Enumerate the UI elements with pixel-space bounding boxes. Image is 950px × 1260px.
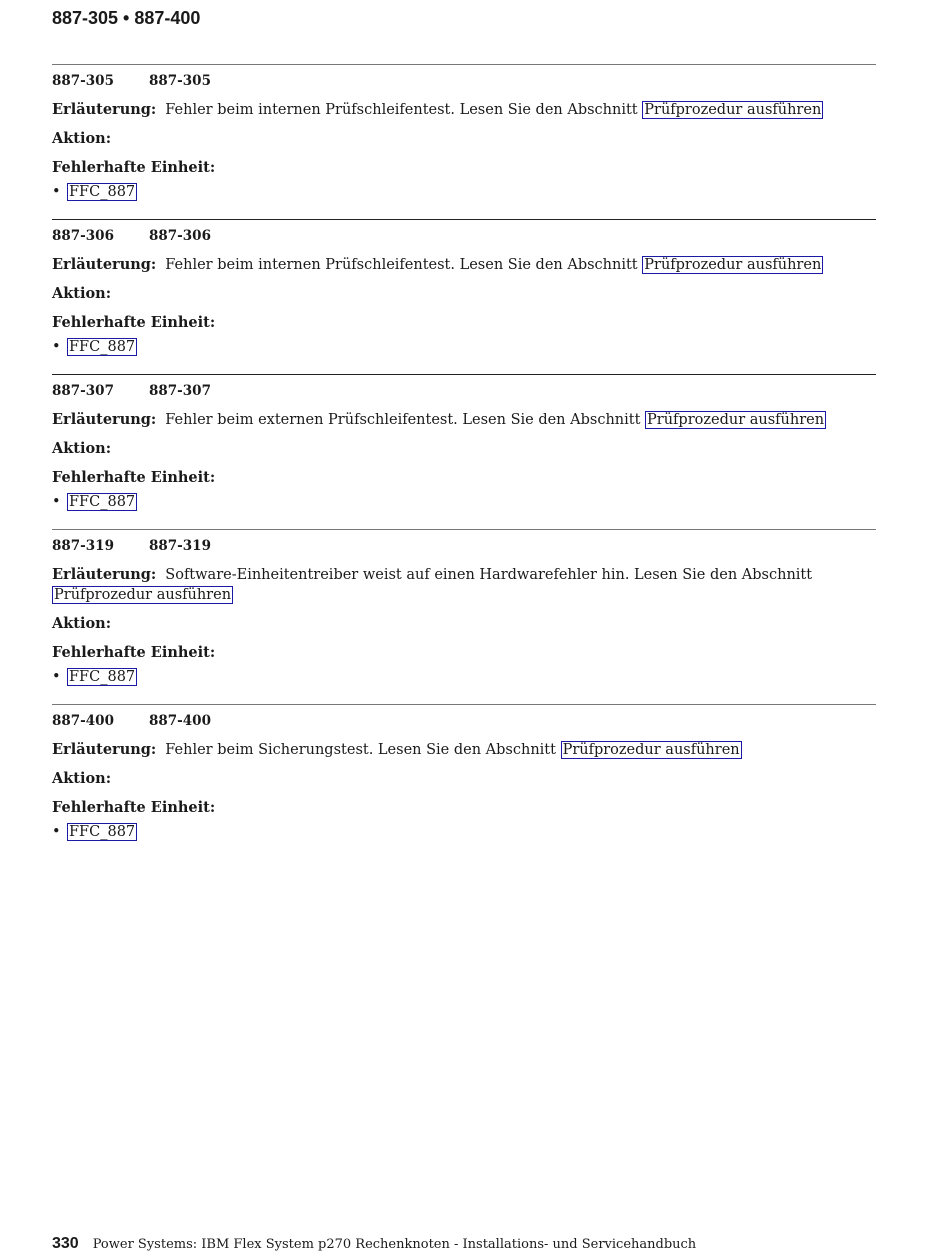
error-code-secondary: 887-306: [149, 228, 211, 244]
error-entry: [52, 64, 876, 219]
explanation-label: Erläuterung:: [52, 411, 157, 428]
unit-link[interactable]: FFC_887: [69, 669, 136, 685]
error-code: 887-305: [52, 73, 114, 89]
action-line: [52, 439, 876, 459]
error-code: 887-319: [52, 538, 114, 554]
failing-unit-list: [52, 666, 876, 688]
failing-unit-line: [52, 643, 876, 663]
failing-unit-line: [52, 798, 876, 818]
error-code-secondary: 887-307: [149, 383, 211, 399]
error-entry: [52, 219, 876, 374]
list-item: [52, 181, 876, 203]
explanation-line: [52, 100, 876, 120]
procedure-link[interactable]: Prüfprozedur ausführen: [647, 412, 825, 428]
failing-unit-label: Fehlerhafte Einheit:: [52, 159, 216, 176]
error-entry: [52, 529, 876, 704]
unit-link[interactable]: FFC_887: [69, 184, 136, 200]
explanation-line: [52, 255, 876, 275]
entry-code-row: [52, 71, 876, 91]
action-label: Aktion:: [52, 130, 112, 147]
error-code: 887-400: [52, 713, 114, 729]
explanation-text: Fehler beim internen Prüfschleifentest. Lesen Sie den Abschnitt: [165, 102, 638, 118]
explanation-label: Erläuterung:: [52, 256, 157, 273]
error-entry: [52, 704, 876, 859]
list-item: [52, 491, 876, 513]
error-code-secondary: 887-319: [149, 538, 211, 554]
bullet-icon: •: [52, 494, 61, 510]
failing-unit-line: [52, 313, 876, 333]
failing-unit-line: [52, 468, 876, 488]
failing-unit-label: Fehlerhafte Einheit:: [52, 799, 216, 816]
failing-unit-label: Fehlerhafte Einheit:: [52, 314, 216, 331]
entry-code-row: [52, 711, 876, 731]
explanation-label: Erläuterung:: [52, 566, 157, 583]
page-number: 330: [52, 1235, 79, 1252]
procedure-link[interactable]: Prüfprozedur ausführen: [644, 257, 822, 273]
unit-link[interactable]: FFC_887: [69, 494, 136, 510]
failing-unit-list: [52, 181, 876, 203]
explanation-text: Fehler beim Sicherungstest. Lesen Sie den Abschnitt: [165, 742, 556, 758]
error-code: 887-306: [52, 228, 114, 244]
failing-unit-list: [52, 336, 876, 358]
failing-unit-line: [52, 158, 876, 178]
list-item: [52, 336, 876, 358]
action-line: [52, 769, 876, 789]
entry-code-row: [52, 226, 876, 246]
explanation-label: Erläuterung:: [52, 741, 157, 758]
error-code-secondary: 887-400: [149, 713, 211, 729]
action-label: Aktion:: [52, 770, 112, 787]
entry-code-row: [52, 381, 876, 401]
explanation-text: Fehler beim externen Prüfschleifentest. Lesen Sie den Abschnitt: [165, 412, 641, 428]
book-title: Power Systems: IBM Flex System p270 Rechenknoten - Installations- und Servicehandbuch: [92, 1237, 697, 1252]
error-code: 887-307: [52, 383, 114, 399]
procedure-link[interactable]: Prüfprozedur ausführen: [562, 742, 740, 758]
unit-link[interactable]: FFC_887: [69, 339, 136, 355]
action-line: [52, 614, 876, 634]
error-code-secondary: 887-305: [149, 73, 211, 89]
unit-link[interactable]: FFC_887: [69, 824, 136, 840]
failing-unit-label: Fehlerhafte Einheit:: [52, 469, 216, 486]
procedure-link[interactable]: Prüfprozedur ausführen: [54, 587, 232, 603]
procedure-link[interactable]: Prüfprozedur ausführen: [644, 102, 822, 118]
error-entry: [52, 374, 876, 529]
failing-unit-list: [52, 821, 876, 843]
bullet-icon: •: [52, 824, 61, 840]
bullet-icon: •: [52, 339, 61, 355]
bullet-icon: •: [52, 184, 61, 200]
explanation-text: Software-Einheitentreiber weist auf einen Hardwarefehler hin. Lesen Sie den Abschnitt: [165, 567, 813, 583]
list-item: [52, 666, 876, 688]
action-label: Aktion:: [52, 285, 112, 302]
failing-unit-list: [52, 491, 876, 513]
explanation-line: [52, 410, 876, 430]
explanation-line: [52, 565, 876, 605]
action-label: Aktion:: [52, 615, 112, 632]
error-code-list: [52, 64, 876, 859]
entry-code-row: [52, 536, 876, 556]
explanation-text: Fehler beim internen Prüfschleifentest. Lesen Sie den Abschnitt: [165, 257, 638, 273]
list-item: [52, 821, 876, 843]
page-footer: [52, 1235, 696, 1253]
explanation-label: Erläuterung:: [52, 101, 157, 118]
action-label: Aktion:: [52, 440, 112, 457]
action-line: [52, 129, 876, 149]
failing-unit-label: Fehlerhafte Einheit:: [52, 644, 216, 661]
bullet-icon: •: [52, 669, 61, 685]
action-line: [52, 284, 876, 304]
running-header: 887-305 • 887-400: [52, 8, 201, 28]
explanation-line: [52, 740, 876, 760]
